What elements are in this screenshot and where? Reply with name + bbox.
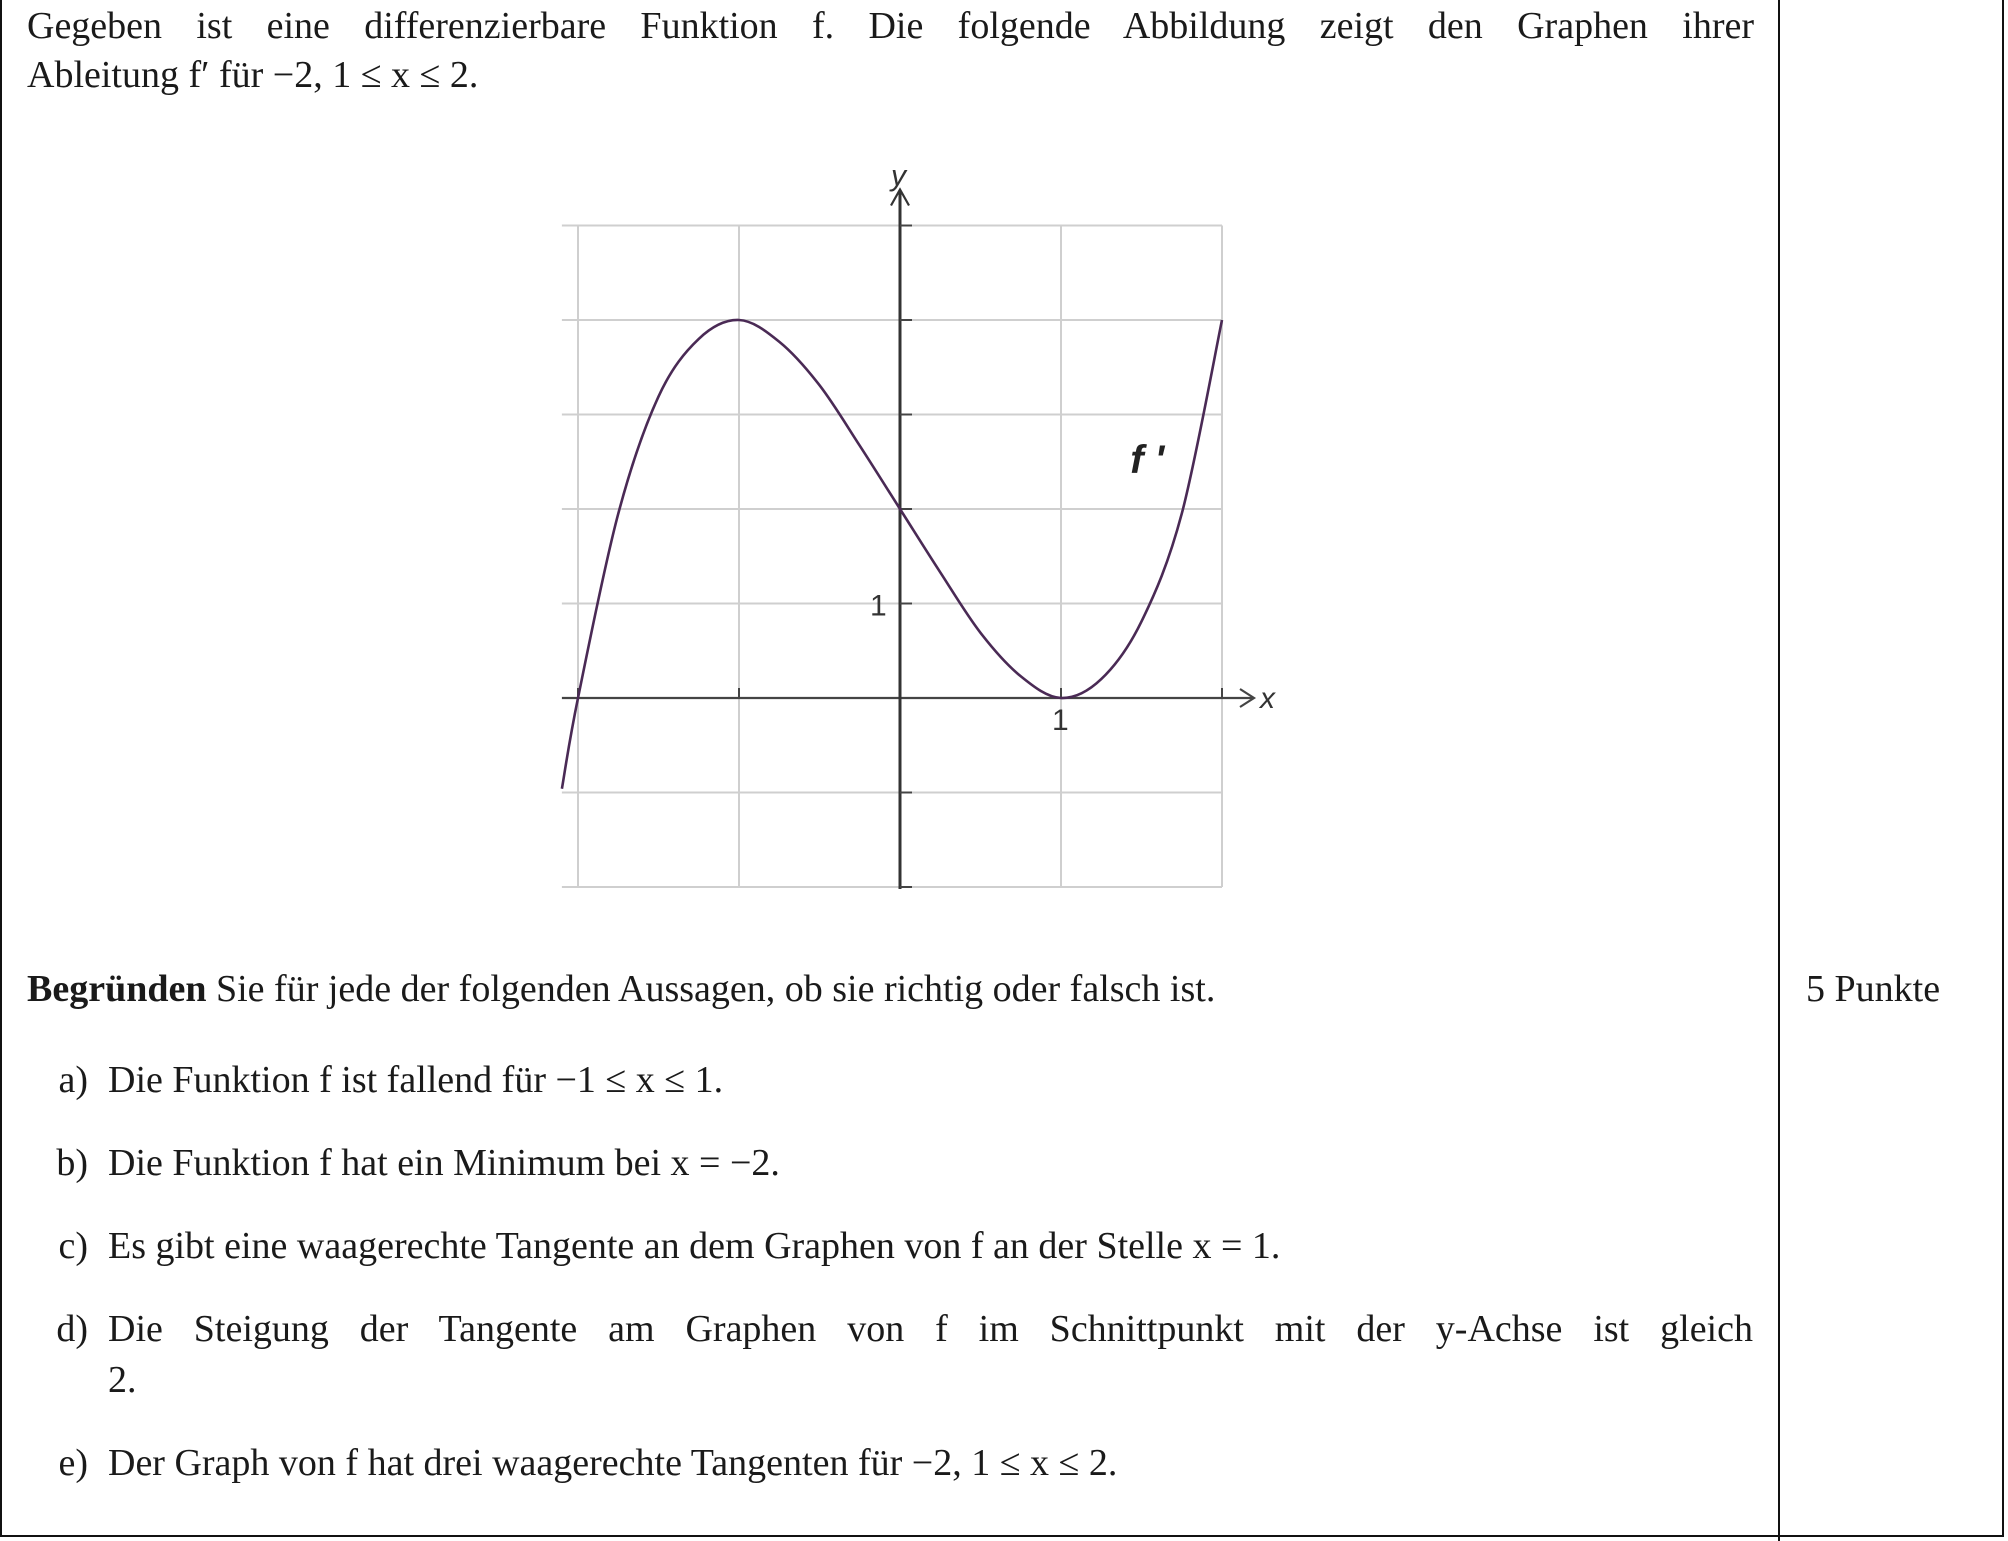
item-text: Die Funktion f ist fallend für −1 ≤ x ≤ 1. <box>108 1059 724 1101</box>
intro-text <box>27 2 1754 100</box>
item-text: Der Graph von f hat drei waagerechte Tangenten für −2, 1 ≤ x ≤ 2. <box>108 1442 1118 1484</box>
derivative-graph <box>540 140 1300 900</box>
grid <box>562 226 1222 888</box>
item-text: Die Funktion f hat ein Minimum bei x = −2. <box>108 1142 780 1184</box>
series-line-f-prime <box>562 320 1222 789</box>
item-text-line-2: 2. <box>108 1359 137 1401</box>
y-axis-label: y <box>891 159 906 193</box>
y-tick-label-1: 1 <box>870 589 887 623</box>
graph-svg <box>540 140 1300 900</box>
item-label: a) <box>58 1059 88 1101</box>
x-tick-label-1: 1 <box>1052 704 1069 737</box>
series-label-f-prime: f ' <box>1130 438 1165 483</box>
item-text: Es gibt eine waagerechte Tangente an dem Graphen von f an der Stelle x = 1. <box>108 1225 1281 1267</box>
item-text <box>108 1304 1753 1406</box>
item-label: d) <box>56 1308 88 1350</box>
axes <box>562 190 1254 890</box>
task-text: Sie für jede der folgenden Aussagen, ob sie richtig oder falsch ist. <box>206 968 1216 1010</box>
item-label: c) <box>58 1225 88 1267</box>
task-keyword: Begründen <box>27 968 207 1010</box>
points-label: 5 Punkte <box>1806 968 1941 1010</box>
intro-line-1: Gegeben ist eine differenzierbare Funktion f. Die folgende Abbildung zeigt den Graphen ihrer <box>27 5 1754 47</box>
item-label: e) <box>58 1442 88 1484</box>
item-text-line-1: Die Steigung der Tangente am Graphen von f im Schnittpunkt mit der y-Achse ist gleich <box>108 1308 1753 1350</box>
points-column-divider <box>1778 0 1780 1541</box>
task-instruction <box>27 965 1757 1013</box>
item-label: b) <box>56 1142 88 1184</box>
x-axis-label: x <box>1260 682 1275 715</box>
intro-line-2: Ableitung f′ für −2, 1 ≤ x ≤ 2. <box>27 54 479 96</box>
